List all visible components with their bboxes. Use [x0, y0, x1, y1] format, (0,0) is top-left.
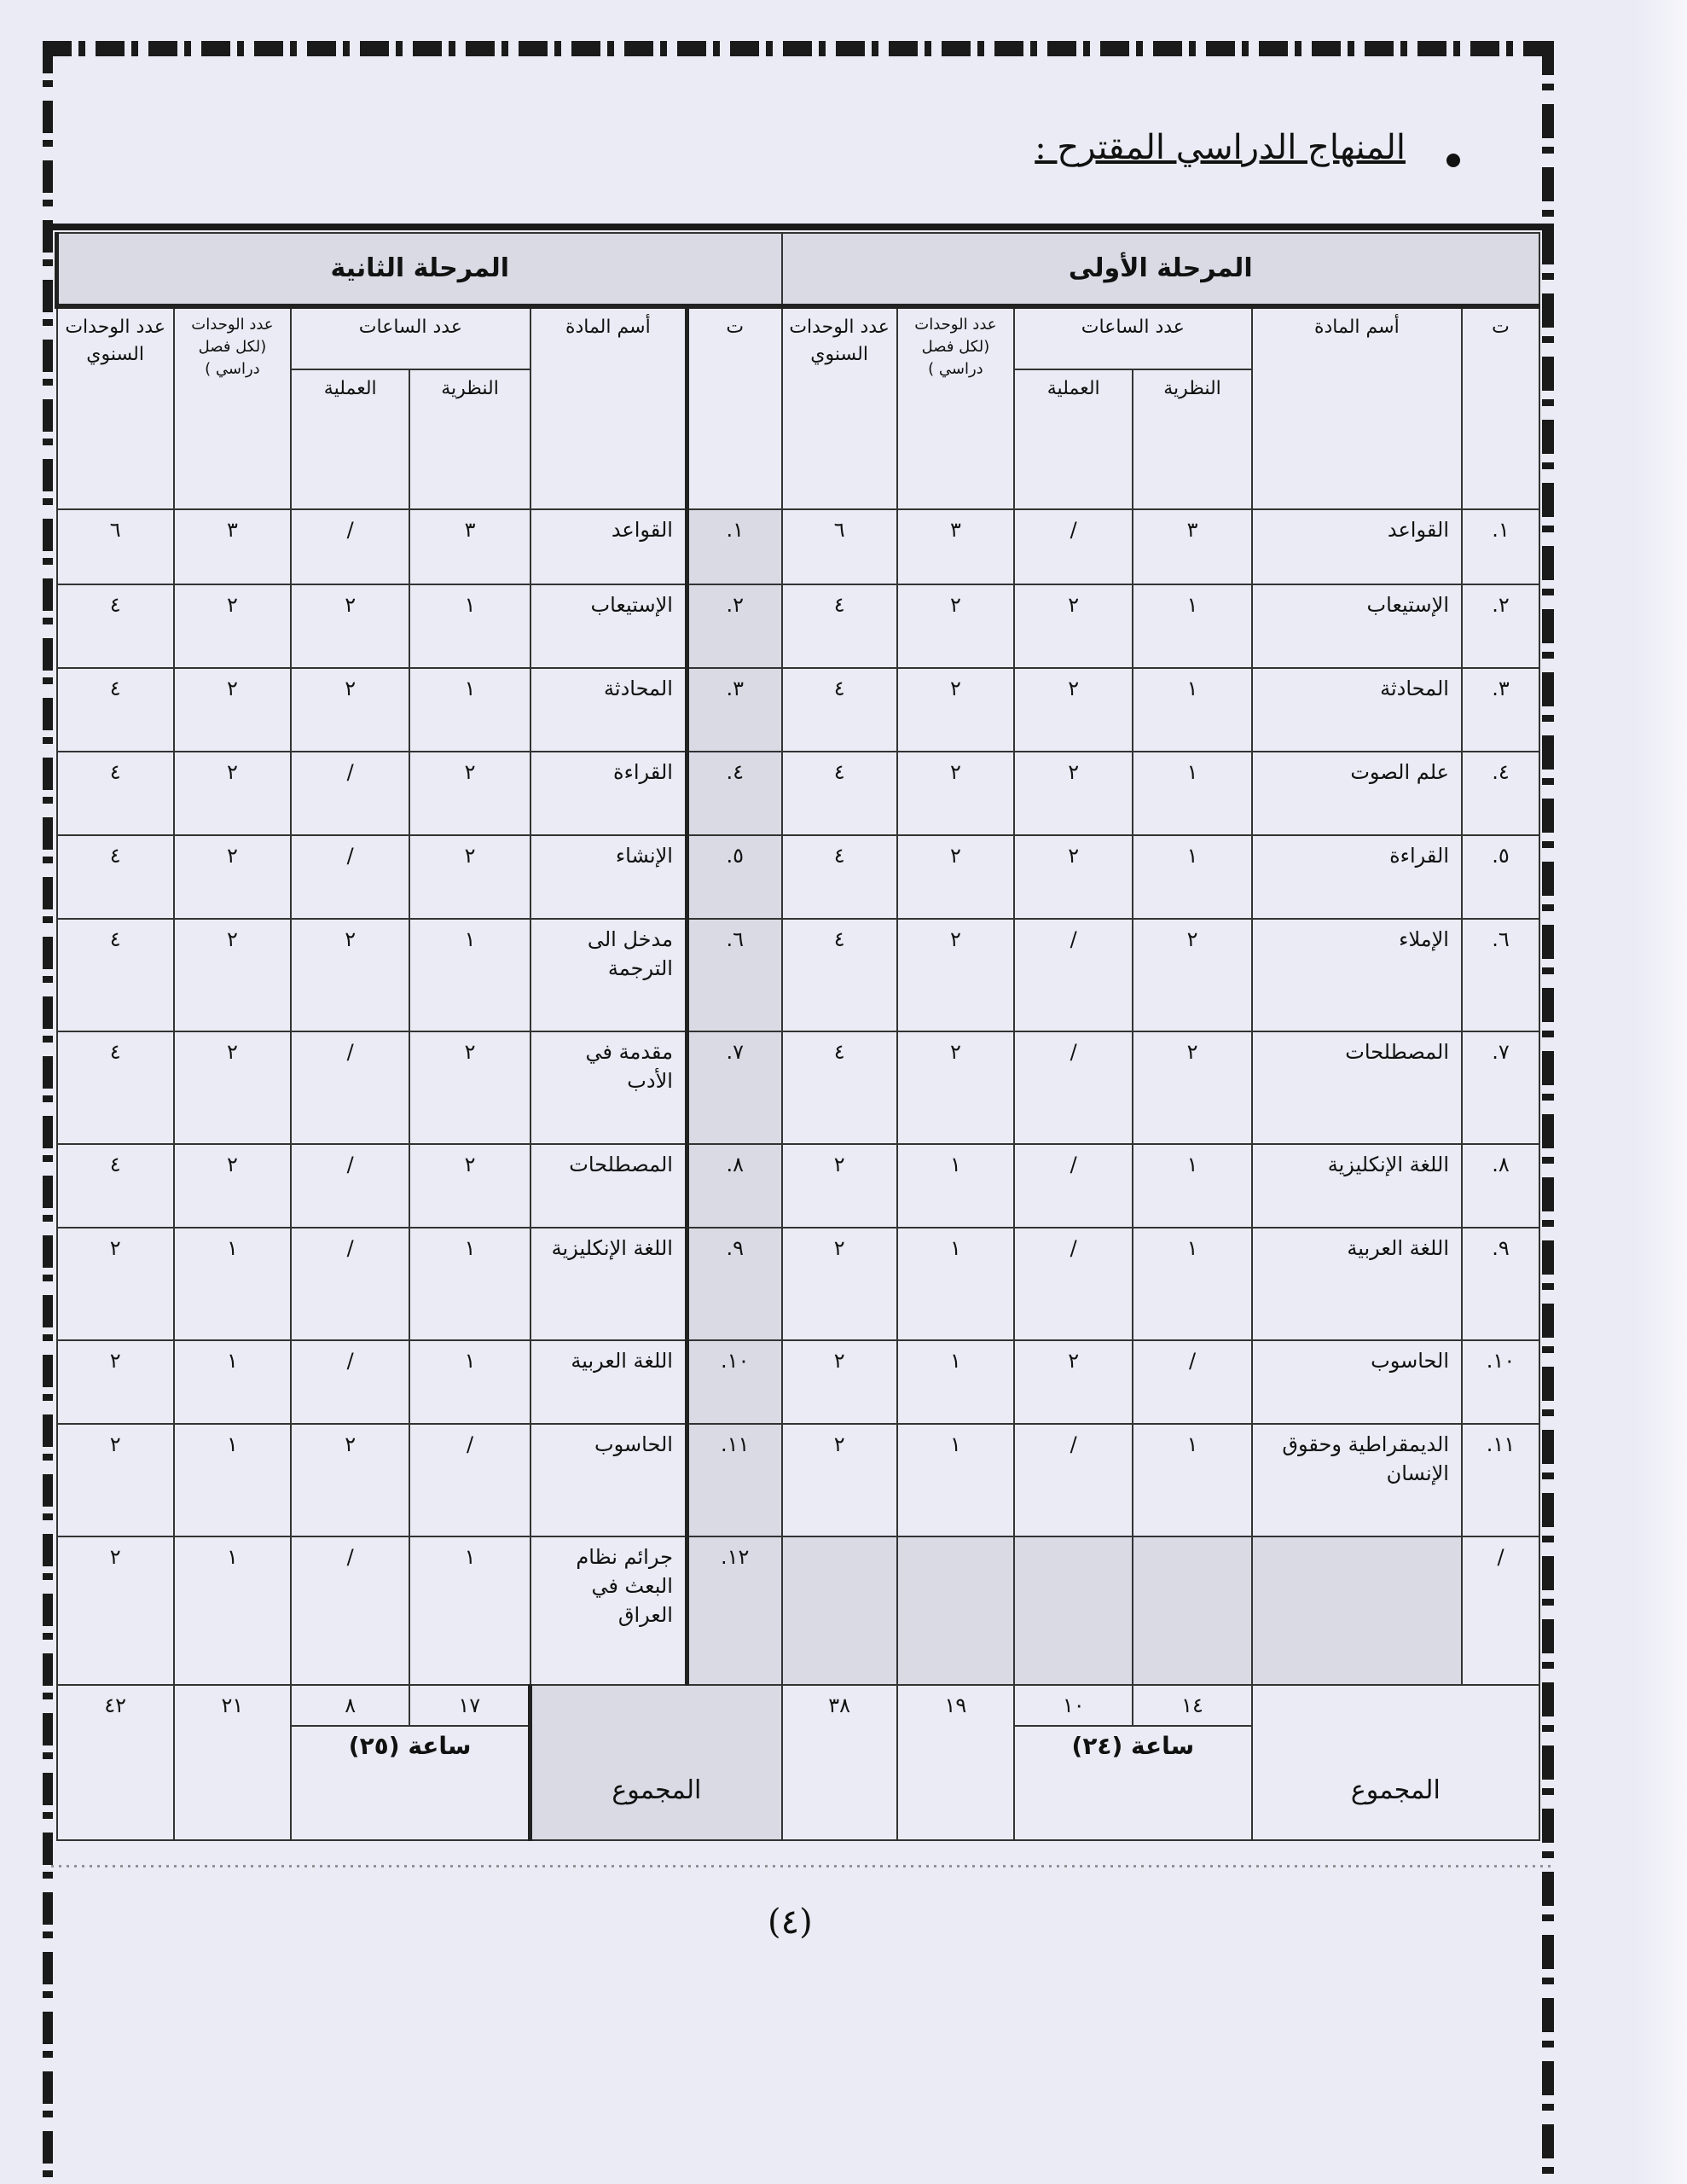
cell-units-year: ٢: [782, 1144, 897, 1228]
cell-practical: /: [1014, 919, 1133, 1031]
total-practical: ٨: [291, 1685, 409, 1726]
cell-units-semester: ١: [174, 1536, 291, 1685]
cell-practical: /: [1014, 1031, 1133, 1144]
cell-units-semester: ١: [897, 1144, 1014, 1228]
top-rule: [53, 224, 1554, 230]
cell-number: .١: [1462, 509, 1539, 584]
cell-number: .٩: [1462, 1228, 1539, 1340]
cell-units-year: ٢: [57, 1340, 174, 1424]
cell-theory: ٢: [1133, 919, 1251, 1031]
cell-units-year: ٢: [57, 1424, 174, 1536]
table-row: [57, 1144, 1540, 1228]
cell-units-year: ٤: [57, 1031, 174, 1144]
cell-subject: الإستيعاب: [530, 584, 687, 668]
cell-subject: الإملاء: [1252, 919, 1462, 1031]
cell-practical: /: [291, 1340, 409, 1424]
cell-units-year: ٢: [57, 1536, 174, 1685]
totals-row: [57, 1685, 1540, 1726]
header-subject: أسم المادة: [1252, 306, 1462, 509]
cell-units-year: ٤: [57, 668, 174, 752]
cell-units-semester: ٢: [174, 1031, 291, 1144]
cell-theory: ١: [409, 1536, 530, 1685]
header-units-year: عدد الوحدات السنوي: [782, 306, 897, 509]
total-label: المجموع: [530, 1685, 782, 1840]
cell-subject: الديمقراطية وحقوق الإنسان: [1252, 1424, 1462, 1536]
cell-number: .٣: [687, 668, 781, 752]
cell-practical: ٢: [291, 919, 409, 1031]
cell-practical: /: [291, 752, 409, 835]
cell-practical: ٢: [291, 1424, 409, 1536]
cell-units-semester: ١: [174, 1340, 291, 1424]
table-row: [57, 1031, 1540, 1144]
cell-units-semester: ٣: [174, 509, 291, 584]
cell-number: .١٢: [687, 1536, 781, 1685]
header-number: ت: [687, 306, 781, 509]
cell-theory: ١: [1133, 668, 1251, 752]
cell-units-semester: ١: [897, 1228, 1014, 1340]
cell-theory: /: [1133, 1340, 1251, 1424]
table-row: [57, 835, 1540, 919]
cell-units-year: ٤: [782, 1031, 897, 1144]
cell-subject: جرائم نظام البعث في العراق: [530, 1536, 687, 1685]
total-practical: ١٠: [1014, 1685, 1133, 1726]
cell-number: .٨: [687, 1144, 781, 1228]
cell-theory: ١: [409, 1228, 530, 1340]
cell-subject: علم الصوت: [1252, 752, 1462, 835]
header-hours: عدد الساعات: [291, 306, 530, 369]
cell-units-year: ٢: [782, 1228, 897, 1340]
cell-units-year: ٤: [57, 835, 174, 919]
cell-theory: ١: [409, 584, 530, 668]
cell-practical: ٢: [1014, 835, 1133, 919]
cell-subject: القواعد: [1252, 509, 1462, 584]
cell-units-semester: ٢: [897, 835, 1014, 919]
cell-theory: [1133, 1536, 1251, 1685]
total-label: المجموع: [1252, 1685, 1539, 1840]
cell-number: /: [1462, 1536, 1539, 1685]
cell-units-year: ٢: [782, 1424, 897, 1536]
cell-subject: القواعد: [530, 509, 687, 584]
cell-number: .١١: [687, 1424, 781, 1536]
cell-units-semester: ٢: [897, 668, 1014, 752]
cell-units-year: [782, 1536, 897, 1685]
cell-units-semester: ٢: [897, 752, 1014, 835]
cell-number: .٧: [687, 1031, 781, 1144]
cell-number: .١٠: [1462, 1340, 1539, 1424]
cell-units-year: ٦: [782, 509, 897, 584]
cell-number: .١٠: [687, 1340, 781, 1424]
cell-number: .٤: [1462, 752, 1539, 835]
cell-theory: ١: [1133, 835, 1251, 919]
cell-theory: ٣: [409, 509, 530, 584]
decorative-border-right: [1542, 41, 1554, 2182]
cell-units-year: ٢: [782, 1340, 897, 1424]
header-practical: العملية: [291, 369, 409, 509]
cell-number: .٩: [687, 1228, 781, 1340]
cell-theory: ١: [1133, 1144, 1251, 1228]
total-units-semester: ١٩: [897, 1685, 1014, 1840]
header-units-semester: عدد الوحدات (لكل فصل دراسي ): [897, 306, 1014, 509]
page-title: المنهاج الدراسي المقترح :: [1035, 128, 1406, 167]
stage1-title: المرحلة الأولى: [782, 233, 1540, 306]
cell-units-year: ٤: [57, 752, 174, 835]
cell-theory: ٢: [409, 1144, 530, 1228]
stage-title-row: [57, 233, 1540, 306]
header-units-year: عدد الوحدات السنوي: [57, 306, 174, 509]
cell-subject: اللغة العربية: [1252, 1228, 1462, 1340]
table-row: [57, 1340, 1540, 1424]
cell-subject: المصطلحات: [1252, 1031, 1462, 1144]
cell-units-year: ٤: [782, 668, 897, 752]
cell-subject: اللغة الإنكليزية: [530, 1228, 687, 1340]
page-edge: [1636, 0, 1687, 2184]
cell-theory: ١: [409, 1340, 530, 1424]
cell-subject: المحادثة: [530, 668, 687, 752]
cell-number: .٣: [1462, 668, 1539, 752]
cell-units-semester: ٢: [174, 835, 291, 919]
header-row: [57, 306, 1540, 369]
cell-units-semester: ١: [897, 1340, 1014, 1424]
cell-units-semester: ٢: [174, 1144, 291, 1228]
decorative-border-left: [43, 41, 53, 2182]
cell-units-semester: ٢: [897, 1031, 1014, 1144]
cell-units-year: ٦: [57, 509, 174, 584]
cell-units-semester: ٢: [174, 752, 291, 835]
cell-units-year: ٤: [57, 584, 174, 668]
header-units-semester: عدد الوحدات (لكل فصل دراسي ): [174, 306, 291, 509]
cell-subject: الحاسوب: [1252, 1340, 1462, 1424]
cell-practical: /: [291, 509, 409, 584]
cell-number: .٧: [1462, 1031, 1539, 1144]
cell-number: .٢: [687, 584, 781, 668]
table-row: [57, 509, 1540, 584]
total-units-year: ٤٢: [57, 1685, 174, 1840]
cell-units-semester: ٣: [897, 509, 1014, 584]
cell-theory: ١: [409, 668, 530, 752]
cell-theory: ٢: [1133, 1031, 1251, 1144]
cell-practical: /: [291, 1228, 409, 1340]
cell-subject: [1252, 1536, 1462, 1685]
decorative-border-top: [43, 41, 1552, 56]
cell-theory: ١: [1133, 584, 1251, 668]
header-practical: العملية: [1014, 369, 1133, 509]
table-row: [57, 1536, 1540, 1685]
cell-theory: ٢: [409, 1031, 530, 1144]
stage2-title: المرحلة الثانية: [57, 233, 782, 306]
table-row: [57, 919, 1540, 1031]
cell-number: .٥: [1462, 835, 1539, 919]
cell-units-year: ٤: [782, 919, 897, 1031]
cell-number: .١: [687, 509, 781, 584]
cell-practical: /: [291, 835, 409, 919]
header-theory: النظرية: [409, 369, 530, 509]
cell-units-year: ٢: [57, 1228, 174, 1340]
table-row: [57, 1424, 1540, 1536]
cell-units-semester: ٢: [174, 919, 291, 1031]
cell-subject: المصطلحات: [530, 1144, 687, 1228]
header-subject: أسم المادة: [530, 306, 687, 509]
cell-subject: المحادثة: [1252, 668, 1462, 752]
cell-subject: اللغة العربية: [530, 1340, 687, 1424]
bullet-icon: [1446, 154, 1460, 167]
total-units-year: ٣٨: [782, 1685, 897, 1840]
cell-units-year: ٤: [57, 1144, 174, 1228]
cell-practical: ٢: [291, 668, 409, 752]
table-row: [57, 752, 1540, 835]
cell-theory: ١: [1133, 1424, 1251, 1536]
cell-units-semester: [897, 1536, 1014, 1685]
cell-practical: /: [291, 1031, 409, 1144]
dotted-line: [51, 1865, 1552, 1867]
cell-theory: /: [409, 1424, 530, 1536]
cell-units-year: ٤: [782, 835, 897, 919]
cell-subject: الإنشاء: [530, 835, 687, 919]
cell-subject: القراءة: [530, 752, 687, 835]
cell-units-semester: ٢: [174, 668, 291, 752]
page-number: (٤): [768, 1902, 813, 1942]
cell-practical: ٢: [1014, 584, 1133, 668]
cell-units-year: ٤: [782, 752, 897, 835]
header-theory: النظرية: [1133, 369, 1251, 509]
cell-subject: الحاسوب: [530, 1424, 687, 1536]
cell-theory: ٢: [409, 835, 530, 919]
cell-number: .٤: [687, 752, 781, 835]
cell-practical: /: [291, 1144, 409, 1228]
cell-practical: ٢: [291, 584, 409, 668]
table-row: [57, 668, 1540, 752]
total-units-semester: ٢١: [174, 1685, 291, 1840]
cell-number: .١١: [1462, 1424, 1539, 1536]
cell-units-semester: ٢: [897, 919, 1014, 1031]
cell-practical: /: [1014, 1144, 1133, 1228]
cell-subject: مقدمة في الأدب: [530, 1031, 687, 1144]
cell-number: .٢: [1462, 584, 1539, 668]
cell-theory: ٢: [409, 752, 530, 835]
cell-theory: ١: [1133, 752, 1251, 835]
cell-theory: ١: [409, 919, 530, 1031]
cell-units-semester: ١: [174, 1424, 291, 1536]
cell-units-semester: ١: [174, 1228, 291, 1340]
cell-practical: /: [1014, 1228, 1133, 1340]
cell-subject: اللغة الإنكليزية: [1252, 1144, 1462, 1228]
cell-units-year: ٤: [782, 584, 897, 668]
header-hours: عدد الساعات: [1014, 306, 1252, 369]
cell-units-semester: ٢: [174, 584, 291, 668]
cell-number: .٦: [687, 919, 781, 1031]
cell-practical: ٢: [1014, 752, 1133, 835]
cell-practical: ٢: [1014, 1340, 1133, 1424]
total-theory: ١٧: [409, 1685, 530, 1726]
cell-units-year: ٤: [57, 919, 174, 1031]
cell-units-semester: ٢: [897, 584, 1014, 668]
cell-subject: مدخل الى الترجمة: [530, 919, 687, 1031]
header-number: ت: [1462, 306, 1539, 509]
cell-units-semester: ١: [897, 1424, 1014, 1536]
cell-number: .٨: [1462, 1144, 1539, 1228]
table-row: [57, 1228, 1540, 1340]
table-row: [57, 584, 1540, 668]
cell-practical: [1014, 1536, 1133, 1685]
total-hours: (٢٤) ساعة: [1014, 1726, 1252, 1840]
cell-practical: /: [1014, 509, 1133, 584]
cell-practical: /: [1014, 1424, 1133, 1536]
cell-subject: القراءة: [1252, 835, 1462, 919]
total-hours: (٢٥) ساعة: [291, 1726, 530, 1840]
cell-practical: /: [291, 1536, 409, 1685]
total-theory: ١٤: [1133, 1685, 1251, 1726]
cell-subject: الإستيعاب: [1252, 584, 1462, 668]
cell-number: .٦: [1462, 919, 1539, 1031]
cell-theory: ٣: [1133, 509, 1251, 584]
cell-theory: ١: [1133, 1228, 1251, 1340]
cell-practical: ٢: [1014, 668, 1133, 752]
cell-number: .٥: [687, 835, 781, 919]
curriculum-table: [55, 232, 1540, 1841]
